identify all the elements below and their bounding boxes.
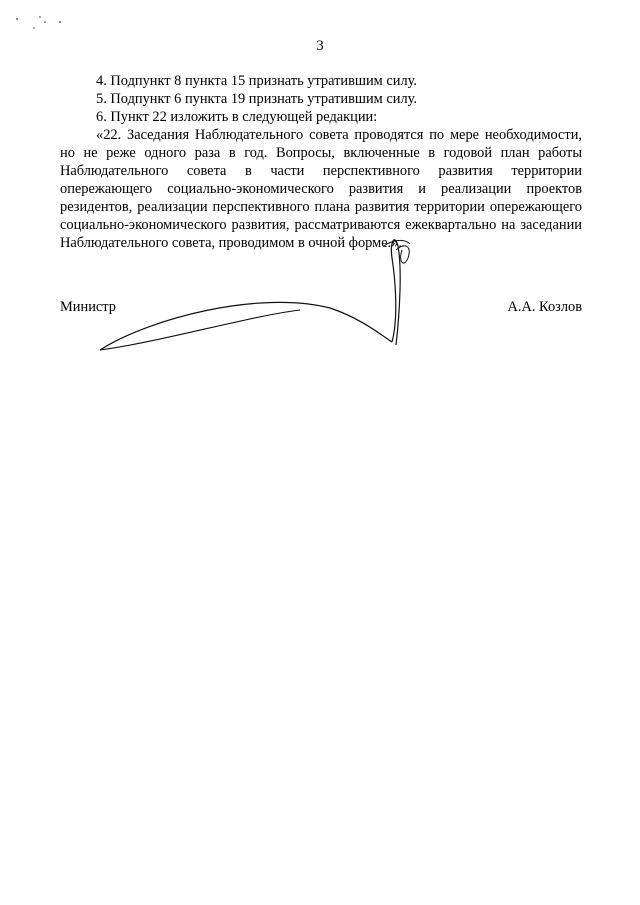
signatory-role: Министр: [60, 299, 116, 315]
page-number: 3: [316, 38, 324, 54]
quoted-paragraph-22: «22. Заседания Наблюдательного совета проводятся по мере необходимости, но не реже одного раза в год. Вопросы, включенные в годовой план работы Наблюдательного совета в части перспективного развития территории опережающего социально-экономического развития и реализации проектов резидентов, реализации перспективного плана развития территории опережающего социально-экономического развития, рассматриваются ежеквартально на заседании Наблюдательного совета, проводимом в очной форме.».: [60, 127, 582, 251]
scan-artifact-marks: [0, 0, 120, 40]
document-body: [60, 72, 582, 252]
item-6: 6. Пункт 22 изложить в следующей редакции:: [96, 109, 378, 125]
item-4: 4. Подпункт 8 пункта 15 признать утратившим силу.: [96, 73, 418, 89]
signatory-name: А.А. Козлов: [507, 299, 582, 315]
item-5: 5. Подпункт 6 пункта 19 признать утратившим силу.: [96, 91, 418, 107]
